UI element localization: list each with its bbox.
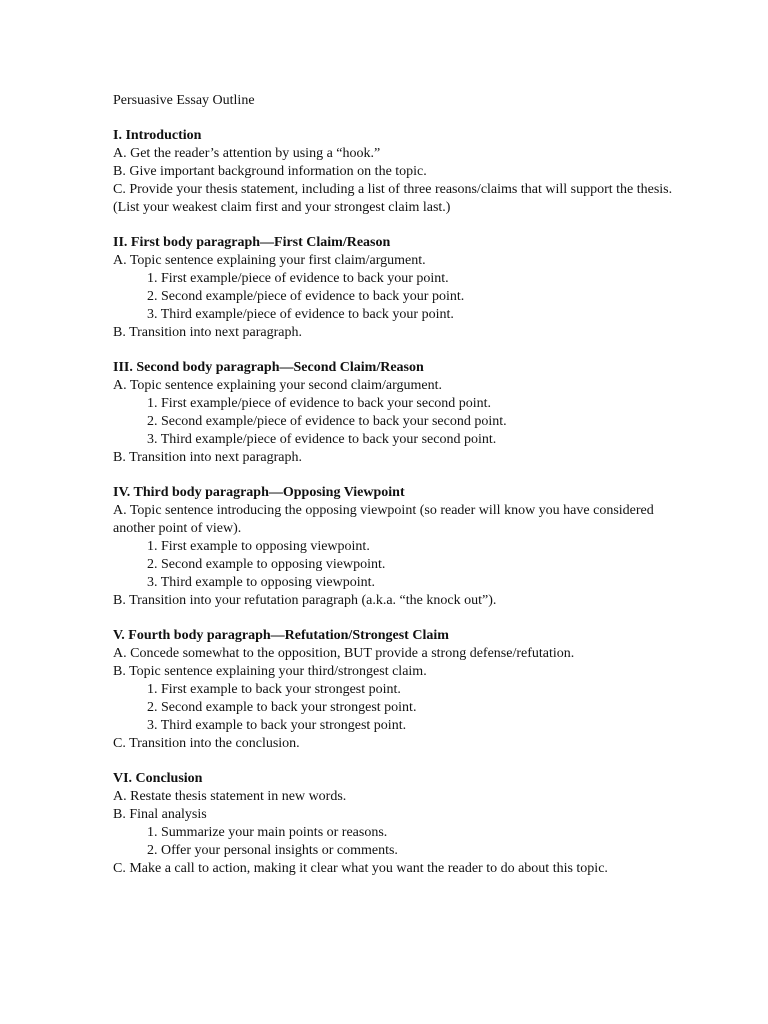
outline-point: A. Topic sentence introducing the opposing viewpoint (so reader will know you have considered another point of view). [113,503,654,536]
outline-subpoint: 2. Offer your personal insights or comments. [147,843,398,858]
outline-subpoint: 1. Summarize your main points or reasons. [147,825,388,840]
outline-sections [113,127,673,878]
section-heading: I. Introduction [113,128,202,143]
outline-point: A. Restate thesis statement in new words. [113,789,347,804]
section-heading: IV. Third body paragraph—Opposing Viewpoint [113,485,405,500]
outline-section [113,770,673,878]
outline-point: C. Provide your thesis statement, including a list of three reasons/claims that will support the thesis. (List your weakest claim first and your strongest claim last.) [113,182,673,215]
outline-subpoint: 1. First example to back your strongest point. [147,682,401,697]
outline-subpoint: 2. Second example to opposing viewpoint. [147,557,386,572]
outline-subpoint: 3. Third example to back your strongest point. [147,718,407,733]
outline-point: B. Topic sentence explaining your third/strongest claim. [113,664,427,679]
outline-point: B. Transition into your refutation paragraph (a.k.a. “the knock out”). [113,593,497,608]
section-heading: II. First body paragraph—First Claim/Reason [113,235,391,250]
outline-point: A. Topic sentence explaining your first claim/argument. [113,253,426,268]
outline-section [113,234,673,342]
outline-subpoint: 2. Second example/piece of evidence to back your point. [147,289,465,304]
section-heading: V. Fourth body paragraph—Refutation/Strongest Claim [113,628,449,643]
section-heading: III. Second body paragraph—Second Claim/Reason [113,360,424,375]
outline-subpoint: 1. First example/piece of evidence to back your second point. [147,396,492,411]
document-body [113,92,673,878]
outline-subpoint: 2. Second example to back your strongest point. [147,700,417,715]
outline-point: B. Final analysis [113,807,207,822]
outline-section [113,359,673,467]
outline-section [113,627,673,753]
outline-point: B. Transition into next paragraph. [113,450,302,465]
outline-point: B. Give important background information on the topic. [113,164,427,179]
outline-point: A. Topic sentence explaining your second claim/argument. [113,378,442,393]
outline-section [113,484,673,610]
outline-subpoint: 3. Third example/piece of evidence to back your point. [147,307,454,322]
outline-section [113,127,673,217]
section-heading: VI. Conclusion [113,771,203,786]
outline-point: A. Get the reader’s attention by using a “hook.” [113,146,381,161]
outline-subpoint: 2. Second example/piece of evidence to back your second point. [147,414,507,429]
outline-point: C. Transition into the conclusion. [113,736,300,751]
outline-point: C. Make a call to action, making it clear what you want the reader to do about this topic. [113,861,608,876]
outline-subpoint: 3. Third example to opposing viewpoint. [147,575,375,590]
outline-point: B. Transition into next paragraph. [113,325,302,340]
outline-subpoint: 3. Third example/piece of evidence to back your second point. [147,432,497,447]
outline-subpoint: 1. First example to opposing viewpoint. [147,539,370,554]
outline-point: A. Concede somewhat to the opposition, BUT provide a strong defense/refutation. [113,646,575,661]
document-title: Persuasive Essay Outline [113,93,255,108]
outline-subpoint: 1. First example/piece of evidence to back your point. [147,271,449,286]
